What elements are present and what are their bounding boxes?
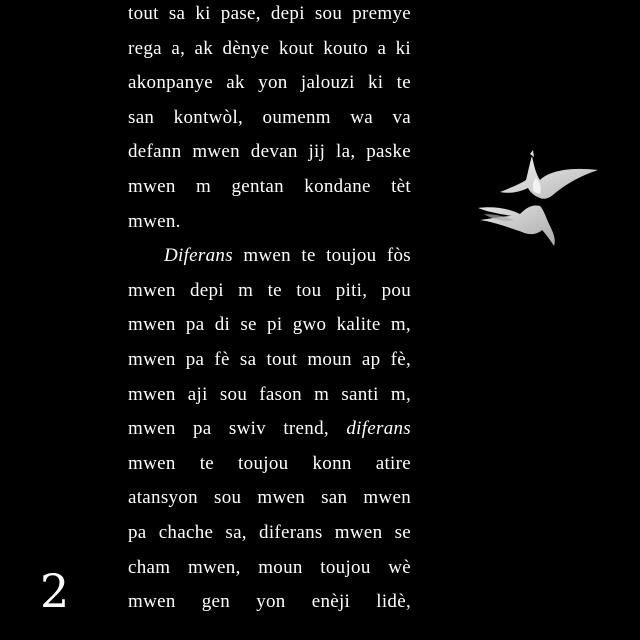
text-line: mwen pa fè sa tout moun ap fè, (128, 348, 411, 370)
text-line: san kontwòl, oumenm wa va (128, 106, 411, 128)
text-line: atansyon sou mwen san mwen (128, 487, 411, 509)
paragraph-first-line (128, 239, 411, 274)
text-span: mwen pa swiv trend, (128, 418, 347, 440)
text-line: mwen depi m te tou piti, pou (128, 279, 411, 301)
text-line: mwen pa di se pi gwo kalite m, (128, 314, 411, 336)
text-line: mwen gen yon enèji lidè, (128, 591, 411, 613)
text-line: mwen te toujou konn atire (128, 452, 411, 474)
text-line: akonpanye ak yon jalouzi ki te (128, 72, 411, 94)
text-line: tout sa ki pase, depi sou premye (128, 3, 411, 24)
text-line: mwen. (128, 210, 181, 232)
text-line-with-emphasis (128, 412, 411, 447)
text-line: defann mwen devan jij la, paske (128, 141, 411, 163)
text-line: cham mwen, moun toujou wè (128, 556, 411, 578)
page-number: 2 (40, 564, 70, 618)
text-line: mwen m gentan kondane tèt (128, 175, 411, 197)
text-line: rega a, ak dènye kout kouto a ki (128, 37, 411, 59)
text-line: mwen aji sou fason m santi m, (128, 383, 411, 405)
lower-dove (478, 205, 555, 246)
body-text (128, 0, 411, 620)
text-span: mwen te toujou fòs (232, 245, 411, 267)
emphasis-word: diferans (346, 418, 411, 440)
emphasis-word: Diferans (164, 245, 233, 267)
text-line: pa chache sa, diferans mwen se (128, 521, 411, 543)
upper-dove (500, 150, 598, 199)
doves-illustration (470, 148, 605, 248)
